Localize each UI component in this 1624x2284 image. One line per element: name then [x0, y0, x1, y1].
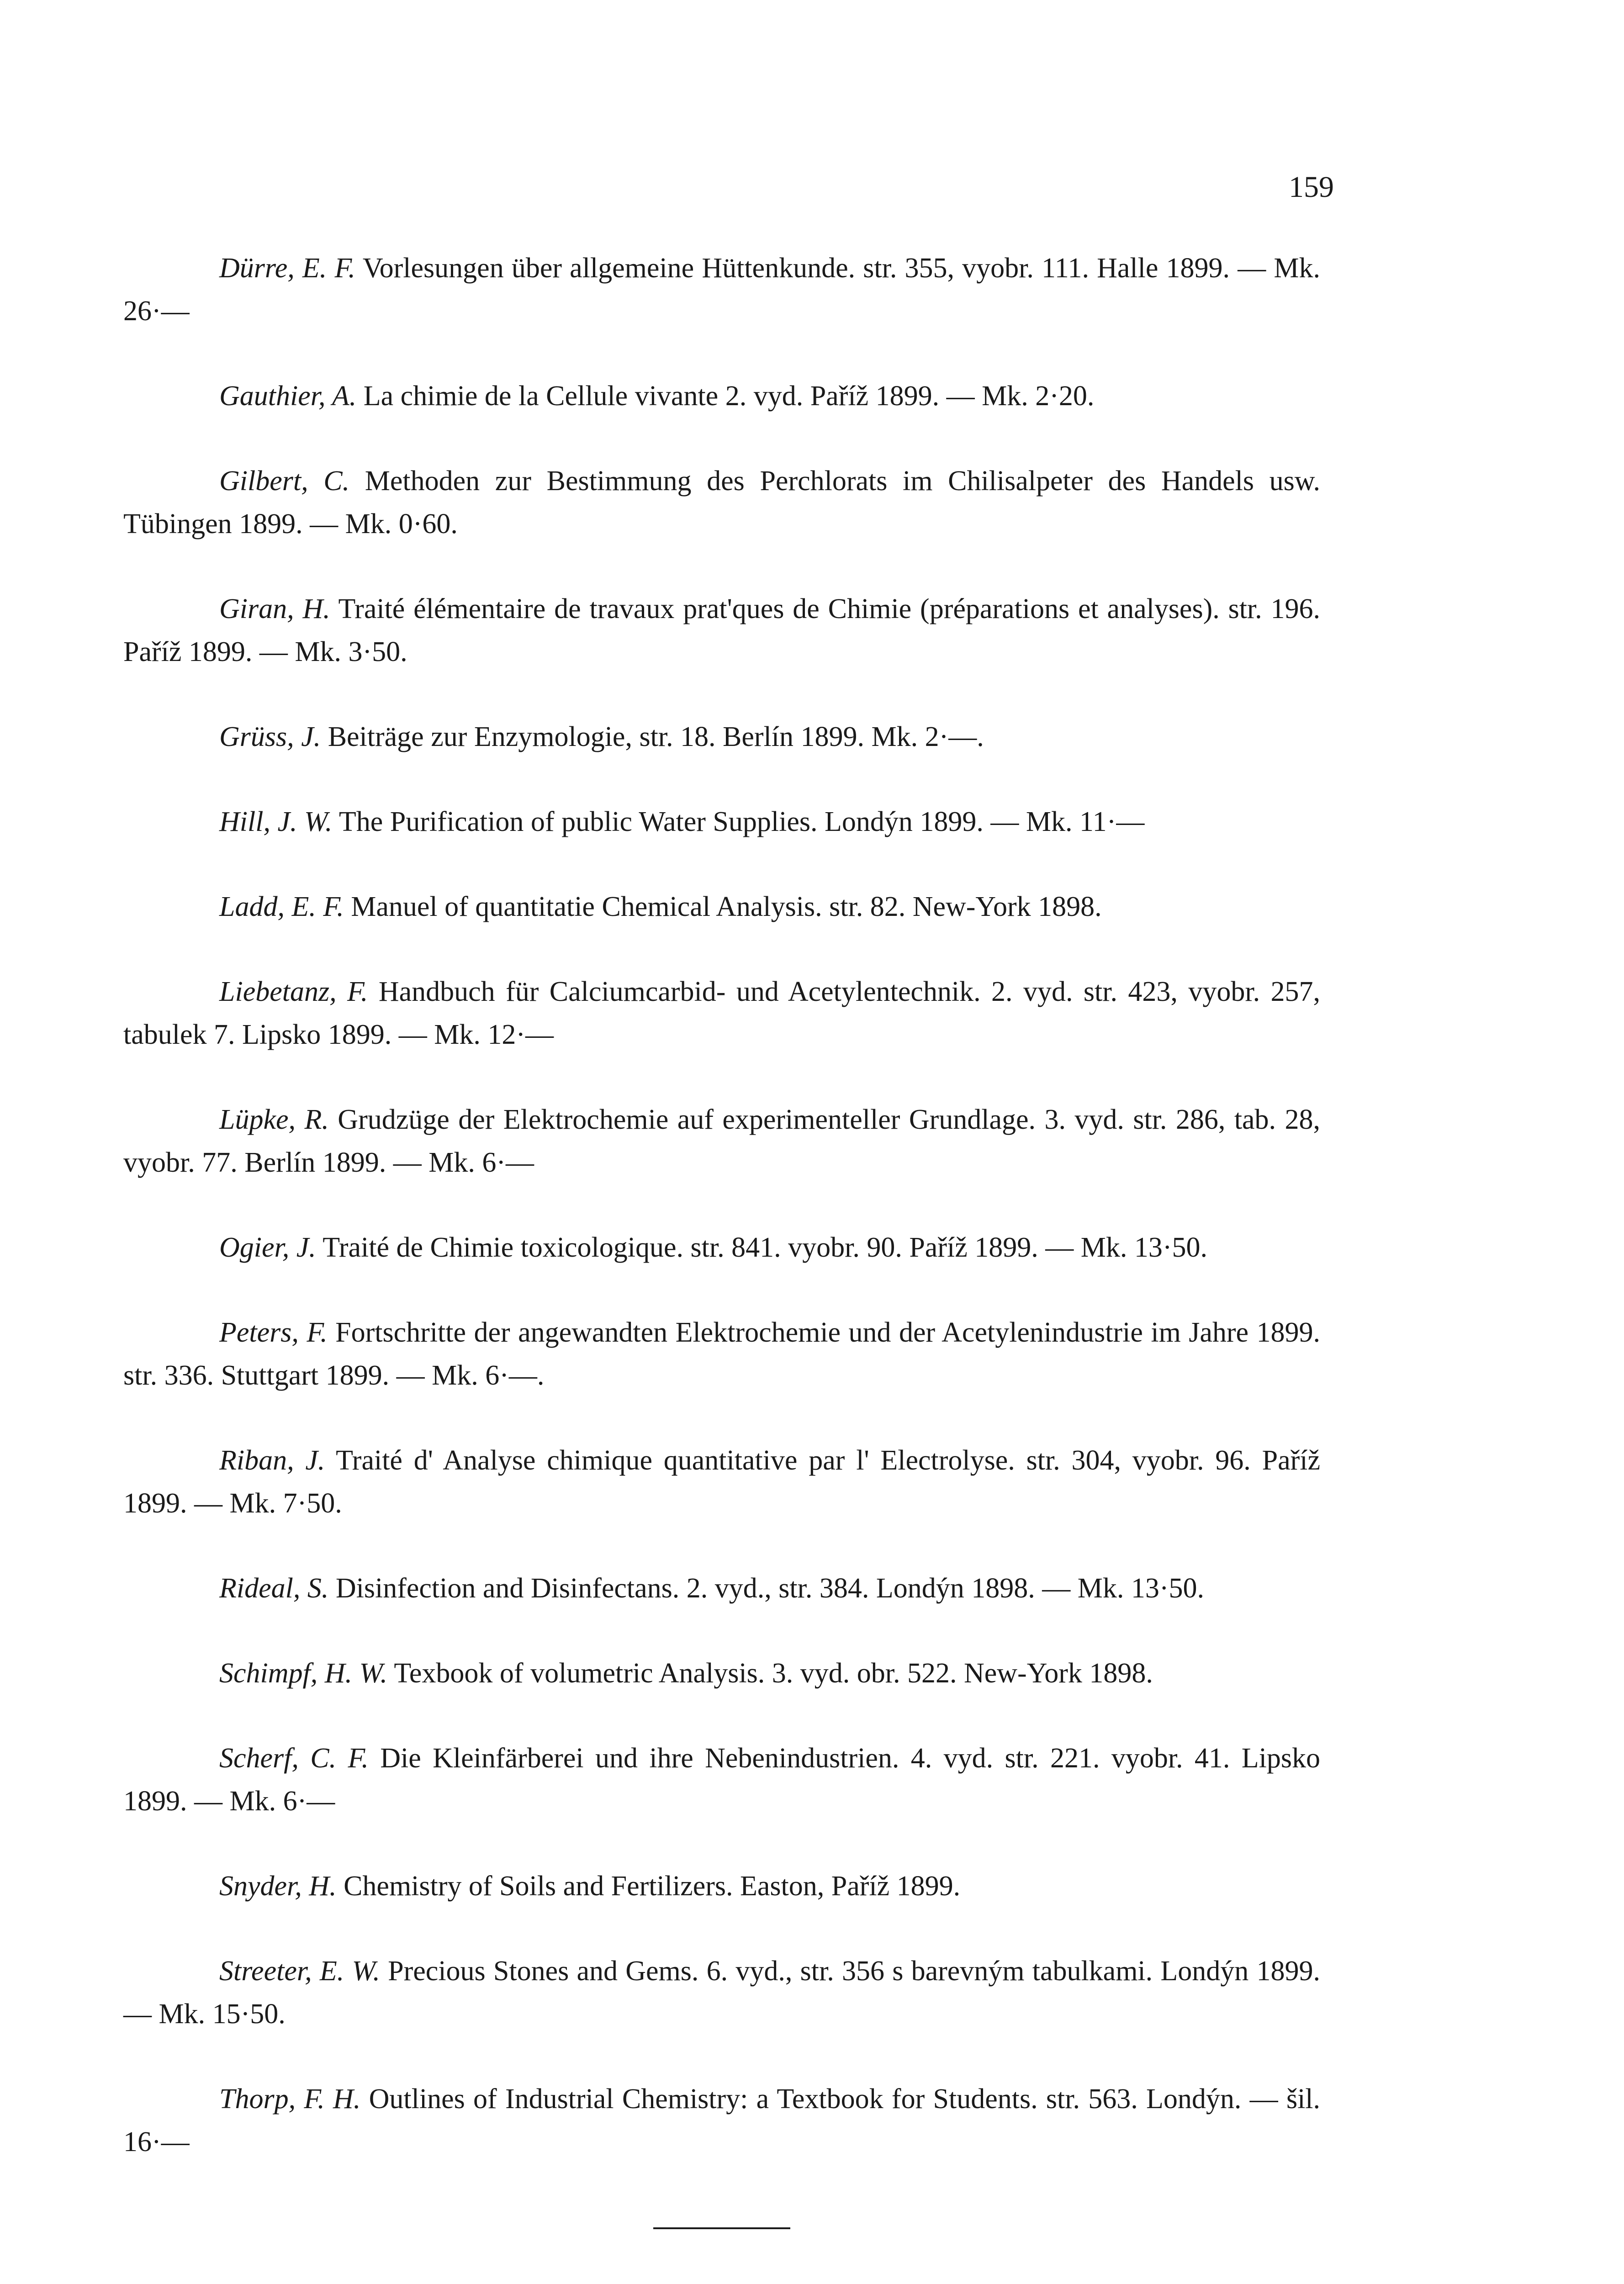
entry-text: Texbook of volumetric Analysis. 3. vyd. obr. 522. New-York 1898. — [394, 1658, 1153, 1689]
entry-text: Die Kleinfärberei und ihre Nebenindustrien. 4. vyd. str. 221. vyobr. 41. Lipsko 1899. — Mk. 6·— — [123, 1743, 1321, 1817]
entry-author: Gauthier, A. — [219, 381, 357, 412]
entry-author: Rideal, S. — [219, 1573, 329, 1604]
bibliography-entry — [123, 1652, 1320, 1695]
section-divider — [653, 2227, 790, 2229]
entry-author: Liebetanz, F. — [219, 976, 368, 1007]
entry-text: Disinfection and Disinfectans. 2. vyd., str. 384. Londýn 1898. — Mk. 13·50. — [335, 1573, 1204, 1604]
bibliography-entry — [123, 1950, 1320, 2036]
entry-author: Hill, J. W. — [219, 806, 333, 837]
entry-author: Peters, F. — [219, 1317, 328, 1348]
entry-text: Traité élémentaire de travaux prat'ques de Chimie (préparations et analyses). str. 196. Paříž 1899. — Mk. 3·50. — [123, 593, 1320, 667]
bibliography-entry — [123, 885, 1320, 928]
entry-text: Beiträge zur Enzymologie, str. 18. Berlín 1899. Mk. 2·—. — [328, 721, 984, 752]
bibliography-list — [123, 247, 1320, 2163]
entry-author: Gilbert, C. — [219, 465, 350, 497]
entry-author: Schimpf, H. W. — [219, 1658, 387, 1689]
page-number: 159 — [1289, 170, 1334, 204]
bibliography-entry — [123, 375, 1320, 418]
entry-author: Lüpke, R. — [219, 1104, 329, 1135]
entry-text: Precious Stones and Gems. 6. vyd., str. 356 s barevným tabulkami. Londýn 1899. — Mk. 15·50. — [123, 1956, 1321, 2030]
bibliography-entry — [123, 1226, 1320, 1269]
entry-text: Traité d' Analyse chimique quantitative par l' Electrolyse. str. 304, vyobr. 96. Paříž 1899. — Mk. 7·50. — [123, 1445, 1320, 1519]
page-content — [123, 247, 1320, 2284]
bibliography-entry — [123, 460, 1320, 545]
bibliography-entry — [123, 1098, 1320, 1184]
bibliography-entry — [123, 800, 1320, 843]
entry-text: Chemistry of Soils and Fertilizers. Easton, Paříž 1899. — [344, 1871, 961, 1902]
entry-author: Ladd, E. F. — [219, 891, 344, 922]
entry-author: Grüss, J. — [219, 721, 321, 752]
entry-text: Fortschritte der angewandten Elektrochemie und der Acetylenindustrie im Jahre 1899. str. 336. Stuttgart 1899. — Mk. 6·—. — [123, 1317, 1320, 1391]
bibliography-entry — [123, 1439, 1320, 1525]
bibliography-entry — [123, 587, 1320, 673]
entry-author: Scherf, C. F. — [219, 1743, 369, 1774]
entry-text: The Purification of public Water Supplies. Londýn 1899. — Mk. 11·— — [339, 806, 1145, 837]
bibliography-entry — [123, 1865, 1320, 1908]
entry-author: Streeter, E. W. — [219, 1956, 380, 1987]
entry-author: Snyder, H. — [219, 1871, 337, 1902]
entry-text: Handbuch für Calciumcarbid- und Acetylentechnik. 2. vyd. str. 423, vyobr. 257, tabulek 7. Lipsko 1899. — Mk. 12·— — [123, 976, 1320, 1050]
entry-text: Manuel of quantitatie Chemical Analysis. str. 82. New-York 1898. — [351, 891, 1102, 922]
bibliography-entry — [123, 715, 1320, 758]
entry-author: Giran, H. — [219, 593, 330, 624]
entry-text: Outlines of Industrial Chemistry: a Textbook for Students. str. 563. Londýn. — šil. 16·— — [123, 2083, 1321, 2157]
entry-text: Vorlesungen über allgemeine Hüttenkunde. str. 355, vyobr. 111. Halle 1899. — Mk. 26·— — [123, 253, 1320, 327]
entry-author: Dürre, E. F. — [219, 253, 355, 284]
entry-text: Traité de Chimie toxicologique. str. 841. vyobr. 90. Paříž 1899. — Mk. 13·50. — [323, 1232, 1207, 1263]
bibliography-entry — [123, 1567, 1320, 1610]
bibliography-entry — [123, 2078, 1320, 2163]
entry-author: Riban, J. — [219, 1445, 325, 1476]
entry-author: Thorp, F. H. — [219, 2083, 361, 2115]
bibliography-entry — [123, 1311, 1320, 1397]
entry-text: La chimie de la Cellule vivante 2. vyd. Paříž 1899. — Mk. 2·20. — [363, 381, 1095, 412]
entry-text: Grudzüge der Elektrochemie auf experimenteller Grundlage. 3. vyd. str. 286, tab. 28, vyobr. 77. Berlín 1899. — Mk. 6·— — [123, 1104, 1321, 1178]
entry-text: Methoden zur Bestimmung des Perchlorats im Chilisalpeter des Handels usw. Tübingen 1899. — Mk. 0·60. — [123, 465, 1321, 539]
bibliography-entry — [123, 247, 1320, 333]
bibliography-entry — [123, 970, 1320, 1056]
bibliography-entry — [123, 1737, 1320, 1823]
entry-author: Ogier, J. — [219, 1232, 316, 1263]
